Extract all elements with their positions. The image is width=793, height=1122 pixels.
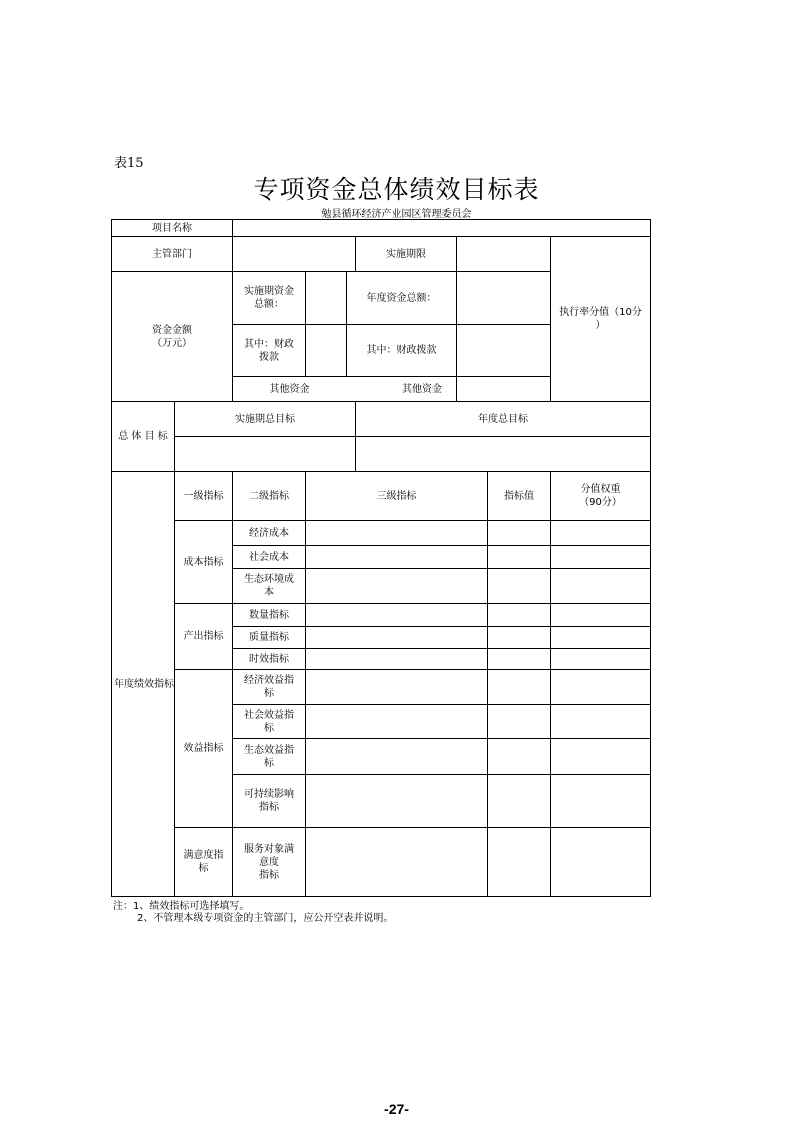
satisfaction-item: 服务对象满 意度 指标 (244, 843, 294, 881)
level2-header: 二级指标 (249, 490, 289, 502)
weight-header: 分值权重 （90分） (579, 484, 622, 508)
project-name-label: 项目名称 (152, 222, 192, 234)
overall-goal-label: 总 体 目 标 (118, 431, 168, 442)
satisfaction-indicator-label: 满意度指 标 (183, 850, 224, 874)
output-item: 时效指标 (249, 653, 289, 665)
annual-goal-label: 年度总目标 (478, 413, 528, 425)
period-fiscal-label: 其中：财政 拨款 (244, 338, 294, 363)
note-line-1: 注：1、绩效指标可选择填写。 (113, 901, 250, 912)
output-item: 质量指标 (249, 632, 289, 643)
cost-indicator-label: 成本指标 (183, 556, 224, 568)
annual-other-label: 其他资金 (402, 383, 442, 395)
period-total-label: 实施期资金 总额： (244, 286, 294, 310)
output-item: 数量指标 (249, 609, 289, 621)
benefit-item: 生态效益指 标 (244, 744, 294, 769)
annual-fiscal-label: 其中：财政拨款 (366, 345, 437, 356)
period-label: 实施期限 (386, 248, 426, 260)
benefit-indicator-label: 效益指标 (183, 743, 224, 754)
organization-name: 勉县循环经济产业园区管理委员会 (321, 209, 472, 220)
benefit-item: 社会效益指 标 (244, 709, 294, 734)
cost-item: 社会成本 (249, 551, 289, 563)
level1-header: 一级指标 (183, 490, 224, 502)
cost-item: 经济成本 (249, 527, 289, 539)
output-indicator-label: 产出指标 (183, 631, 224, 642)
period-goal-label: 实施期总目标 (235, 413, 295, 425)
table-number: 表15 (114, 156, 144, 171)
dept-label: 主管部门 (152, 248, 192, 260)
page-title: 专项资金总体绩效目标表 (253, 175, 540, 204)
value-header: 指标值 (504, 490, 534, 502)
note-line-2: 2、不管理本级专项资金的主管部门，应公开空表并说明。 (137, 913, 394, 924)
level3-header: 三级指标 (376, 490, 417, 502)
exec-rate-label: 执行率分值（10分 ） (559, 307, 642, 331)
annual-total-label: 年度资金总额： (366, 292, 437, 304)
cost-item: 生态环境成 本 (244, 574, 294, 598)
page-number: -27- (384, 1101, 409, 1117)
benefit-item: 可持续影响 指标 (244, 789, 294, 813)
benefit-item: 经济效益指 标 (244, 675, 294, 699)
fund-amount-label: 资金金额 （万元） (152, 324, 192, 349)
annual-indicators-label: 年度绩效指标 (114, 678, 174, 690)
period-other-label: 其他资金 (269, 383, 310, 395)
